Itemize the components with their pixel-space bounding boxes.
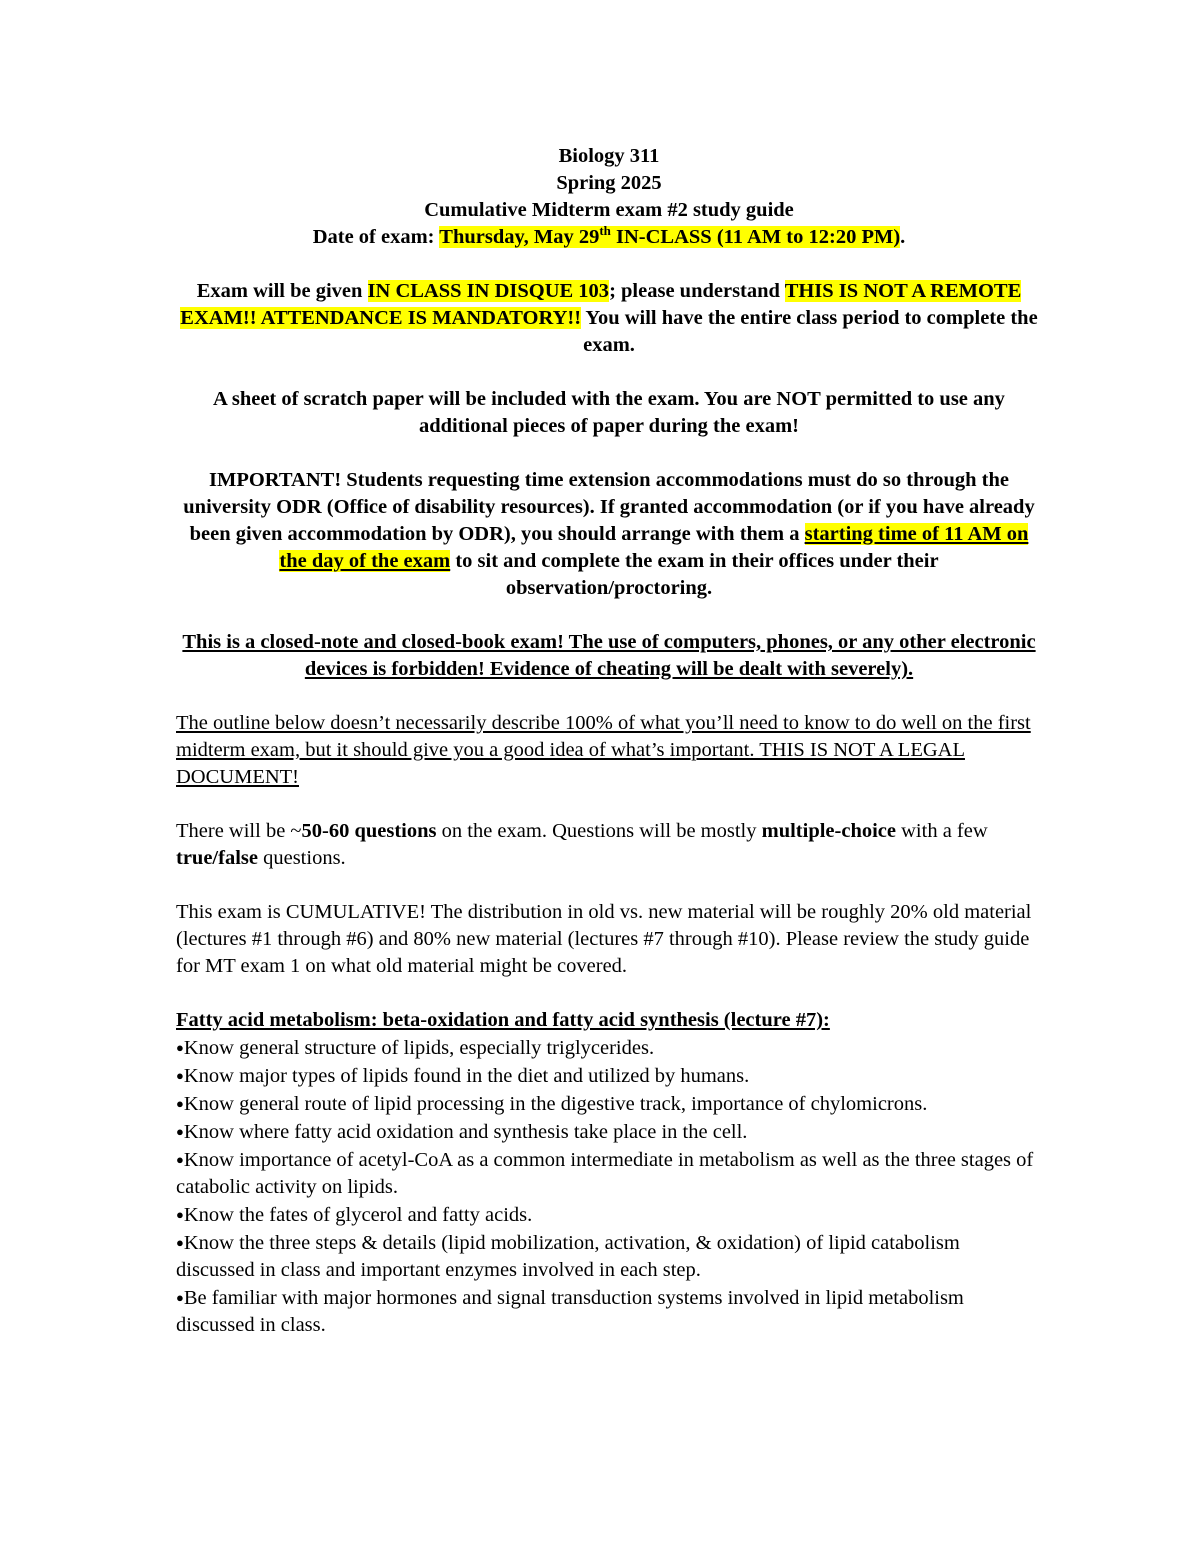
location-text-1: Exam will be given <box>196 280 368 302</box>
section-heading: Fatty acid metabolism: beta-oxidation and fatty acid synthesis (lecture #7): <box>176 1009 830 1031</box>
list-item-text: Know general structure of lipids, especially triglycerides. <box>183 1037 655 1059</box>
accommodations-text-2: to sit and complete the exam in their offices under their observation/proctoring. <box>450 550 939 599</box>
bullet-icon: ● <box>176 1207 184 1222</box>
document-header <box>176 143 1042 251</box>
document-title: Cumulative Midterm exam #2 study guide <box>424 199 794 221</box>
list-item-text: Know importance of acetyl-CoA as a common intermediate in metabolism as well as the three stages of catabolic activity on lipids. <box>176 1149 1034 1198</box>
course-name: Biology 311 <box>558 145 660 167</box>
list-item <box>176 1229 1042 1284</box>
bullet-icon: ● <box>176 1096 184 1111</box>
accommodations-paragraph <box>176 467 1042 602</box>
exam-date-time: IN-CLASS (11 AM to 12:20 PM) <box>610 226 901 248</box>
exam-location-paragraph <box>176 278 1042 359</box>
exam-date-day: Thursday, May 29 <box>439 226 600 248</box>
questions-count: 50-60 questions <box>301 820 437 842</box>
accommodations-text-1: IMPORTANT! Students requesting time extension accommodations must do so through the university ODR (Office of disability resources). If granted accommodation (or if you have already been given accommodation by ODR), you should arrange with them a <box>183 469 1035 545</box>
scratch-paper-paragraph: A sheet of scratch paper will be included with the exam. You are NOT permitted to use any additional pieces of paper during the exam! <box>213 388 1005 437</box>
questions-text-3: with a few <box>896 820 988 842</box>
location-highlight-mandatory: THIS IS NOT A REMOTE EXAM!! ATTENDANCE IS MANDATORY!! <box>180 280 1022 329</box>
term: Spring 2025 <box>556 172 662 194</box>
exam-date-suffix: th <box>599 223 611 239</box>
exam-date-value <box>439 223 901 248</box>
list-item <box>176 1118 1042 1146</box>
questions-type-mc: multiple-choice <box>761 820 896 842</box>
bullet-icon: ● <box>176 1235 184 1250</box>
list-item <box>176 1062 1042 1090</box>
questions-text-1: There will be ~ <box>176 820 302 842</box>
question-count-paragraph <box>176 818 1042 872</box>
closed-book-paragraph: This is a closed-note and closed-book exam! The use of computers, phones, or any other electronic devices is forbidden! Evidence of cheating will be dealt with severely). <box>182 631 1036 680</box>
exam-date-label: Date of exam: <box>312 226 440 248</box>
accommodations-highlight: starting time of 11 AM on the day of the exam <box>279 523 1029 572</box>
list-item-text: Know general route of lipid processing in the digestive track, importance of chylomicrons. <box>183 1093 928 1115</box>
questions-text-4: questions. <box>257 847 346 869</box>
list-item <box>176 1146 1042 1201</box>
list-item-text: Know the fates of glycerol and fatty acids. <box>183 1204 533 1226</box>
exam-date-end: . <box>900 226 906 248</box>
bullet-icon: ● <box>176 1152 184 1167</box>
bullet-icon: ● <box>176 1068 184 1083</box>
list-item <box>176 1284 1042 1339</box>
location-text-2: ; please understand <box>609 280 785 302</box>
bullet-icon: ● <box>176 1290 184 1305</box>
list-item-text: Know major types of lipids found in the diet and utilized by humans. <box>183 1065 750 1087</box>
section-bullet-list <box>176 1034 1042 1339</box>
questions-type-tf: true/false <box>176 847 258 869</box>
exam-date-line <box>176 224 1042 251</box>
list-item-text: Know the three steps & details (lipid mobilization, activation, & oxidation) of lipid catabolism discussed in class and important enzymes involved in each step. <box>176 1232 960 1281</box>
list-item <box>176 1201 1042 1229</box>
location-text-3: You will have the entire class period to complete the exam. <box>581 307 1038 356</box>
list-item <box>176 1090 1042 1118</box>
cumulative-paragraph: This exam is CUMULATIVE! The distribution in old vs. new material will be roughly 20% old material (lectures #1 through #6) and 80% new material (lectures #7 through #10). Please review the study guide for MT exam 1 on what old material might be covered. <box>176 901 1032 977</box>
list-item-text: Know where fatty acid oxidation and synthesis take place in the cell. <box>183 1121 748 1143</box>
location-highlight-room: IN CLASS IN DISQUE 103 <box>367 280 610 302</box>
questions-text-2: on the exam. Questions will be mostly <box>436 820 762 842</box>
list-item-text: Be familiar with major hormones and signal transduction systems involved in lipid metabolism discussed in class. <box>176 1287 964 1336</box>
bullet-icon: ● <box>176 1040 184 1055</box>
document-page <box>176 143 1042 1339</box>
list-item <box>176 1034 1042 1062</box>
bullet-icon: ● <box>176 1124 184 1139</box>
outline-note-paragraph: The outline below doesn’t necessarily describe 100% of what you’ll need to know to do well on the first midterm exam, but it should give you a good idea of what’s important. THIS IS NOT A LEGAL DOCUMENT! <box>176 712 1031 788</box>
